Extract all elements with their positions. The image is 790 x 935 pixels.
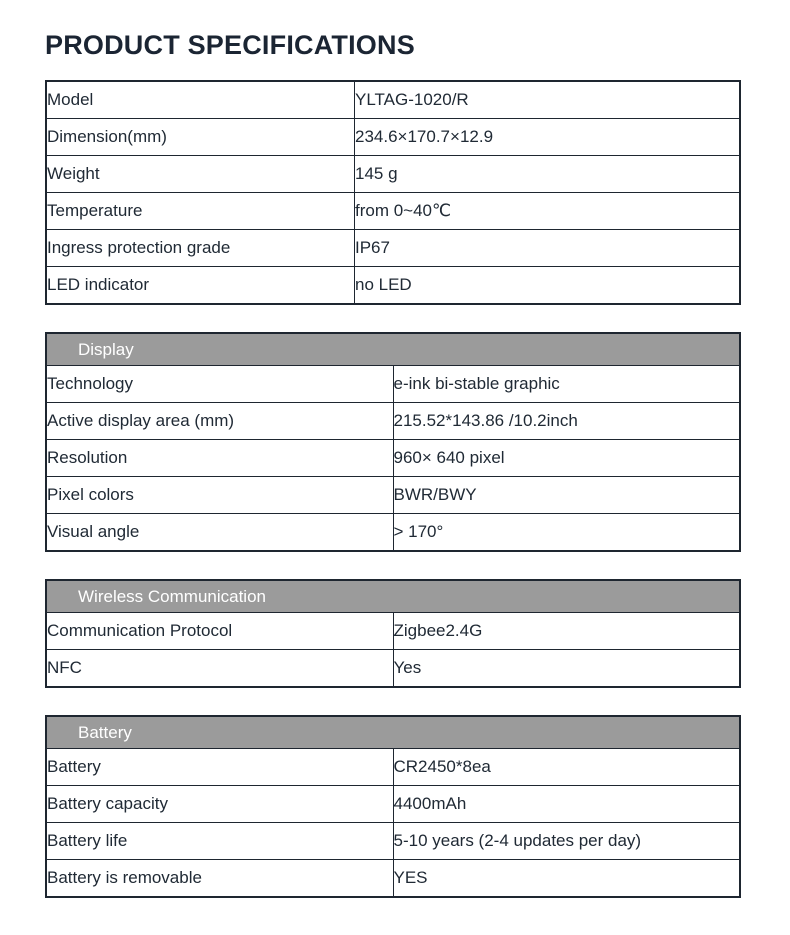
spec-value: from 0~40℃ [355, 193, 741, 230]
section-header-label: Wireless Communication [46, 580, 740, 613]
spec-value: YES [393, 860, 740, 898]
spec-table [45, 715, 741, 898]
spec-label: Communication Protocol [46, 613, 393, 650]
table-row [46, 119, 740, 156]
spec-value: 145 g [355, 156, 741, 193]
table-row [46, 749, 740, 786]
table-row [46, 650, 740, 688]
spec-value: 5-10 years (2-4 updates per day) [393, 823, 740, 860]
section-header-label: Display [46, 333, 740, 366]
spec-value: > 170° [393, 514, 740, 552]
spec-value: Yes [393, 650, 740, 688]
table-row [46, 440, 740, 477]
table-row [46, 860, 740, 898]
table-row [46, 514, 740, 552]
section-header-label: Battery [46, 716, 740, 749]
table-row [46, 366, 740, 403]
spec-value: 215.52*143.86 /10.2inch [393, 403, 740, 440]
spec-value: Zigbee2.4G [393, 613, 740, 650]
table-row [46, 267, 740, 305]
spec-value: IP67 [355, 230, 741, 267]
spec-table [45, 332, 741, 552]
spec-label: Battery [46, 749, 393, 786]
spec-label: Dimension(mm) [46, 119, 355, 156]
spec-label: Battery life [46, 823, 393, 860]
section-header-row [46, 716, 740, 749]
spec-value: e-ink bi-stable graphic [393, 366, 740, 403]
spec-label: Resolution [46, 440, 393, 477]
spec-label: NFC [46, 650, 393, 688]
table-row [46, 786, 740, 823]
spec-value: 234.6×170.7×12.9 [355, 119, 741, 156]
spec-value: 4400mAh [393, 786, 740, 823]
spec-label: Pixel colors [46, 477, 393, 514]
spec-label: Model [46, 81, 355, 119]
spec-label: Technology [46, 366, 393, 403]
spec-label: Weight [46, 156, 355, 193]
spec-label: LED indicator [46, 267, 355, 305]
table-row [46, 156, 740, 193]
page-title: PRODUCT SPECIFICATIONS [45, 30, 415, 60]
table-row [46, 193, 740, 230]
spec-value: YLTAG-1020/R [355, 81, 741, 119]
spec-label: Visual angle [46, 514, 393, 552]
spec-sheet-page [0, 30, 790, 935]
spec-table [45, 579, 741, 688]
spec-value: BWR/BWY [393, 477, 740, 514]
table-row [46, 81, 740, 119]
spec-value: 960× 640 pixel [393, 440, 740, 477]
section-header-row [46, 333, 740, 366]
spec-label: Active display area (mm) [46, 403, 393, 440]
table-row [46, 477, 740, 514]
spec-value: no LED [355, 267, 741, 305]
spec-sections [0, 80, 790, 898]
table-row [46, 230, 740, 267]
table-row [46, 403, 740, 440]
spec-label: Ingress protection grade [46, 230, 355, 267]
table-row [46, 823, 740, 860]
spec-value: CR2450*8ea [393, 749, 740, 786]
section-header-row [46, 580, 740, 613]
spec-table [45, 80, 741, 305]
table-row [46, 613, 740, 650]
spec-label: Battery is removable [46, 860, 393, 898]
spec-label: Temperature [46, 193, 355, 230]
spec-label: Battery capacity [46, 786, 393, 823]
